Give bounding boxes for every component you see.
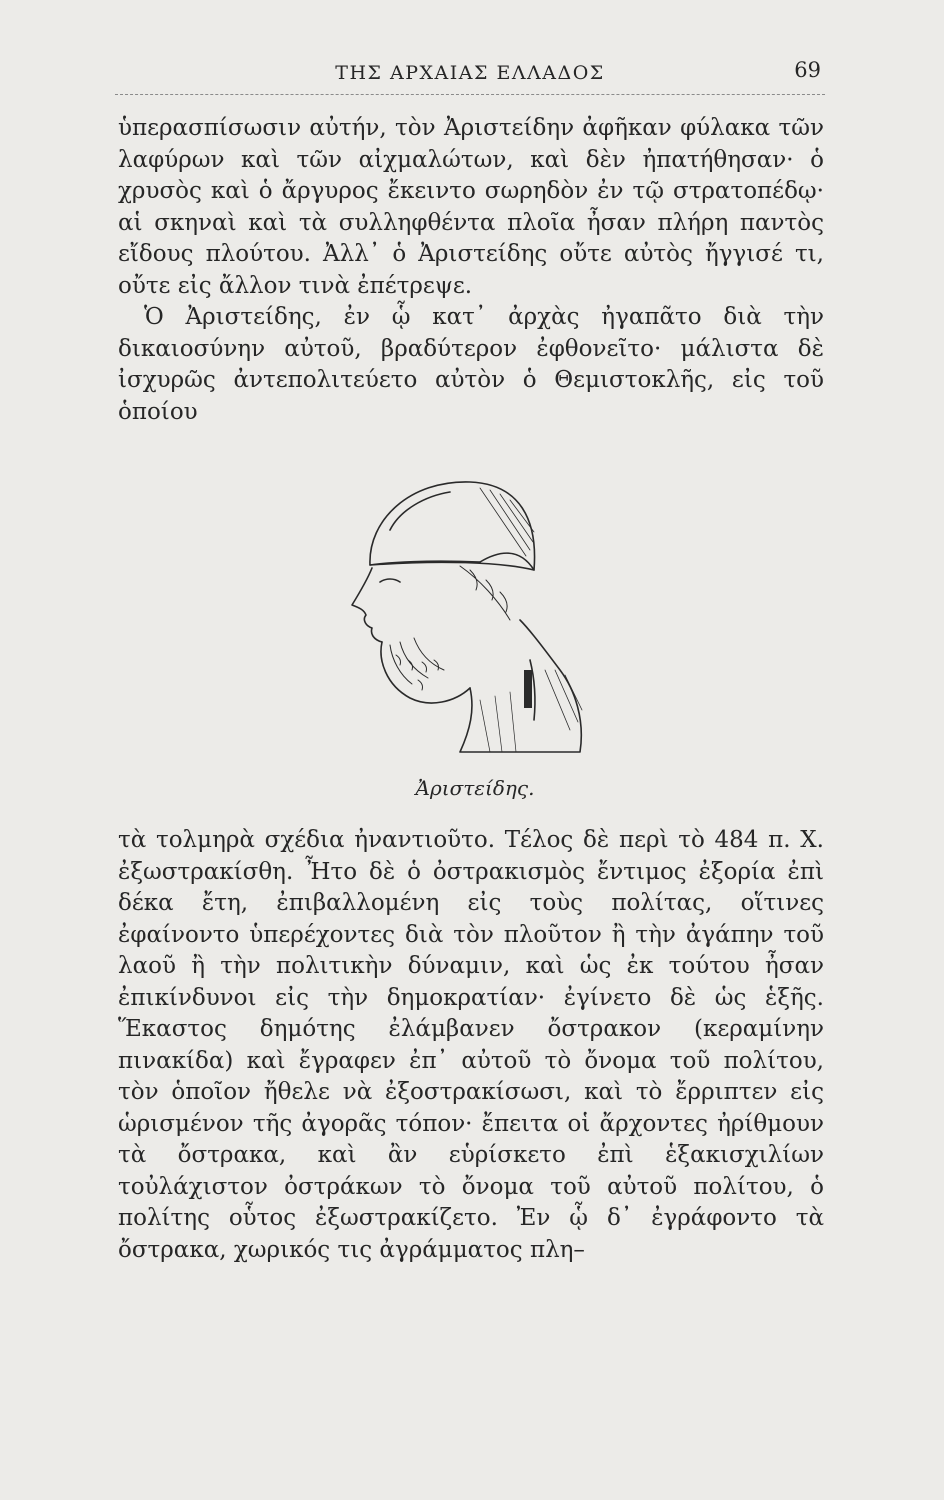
paragraph: ὑπερασπίσωσιν αὐτήν, τὸν Ἀριστείδην ἀφῆκαν φύλακα τῶν λαφύρων καὶ τῶν αἰχμαλώτων, καὶ δὲν ἠπατήθησαν· ὁ χρυσὸς καὶ ὁ ἄργυρος ἔκειντο σωρηδὸν ἐν τῷ στρατοπέδῳ· αἱ σκηναὶ καὶ τὰ συλληφθέντα πλοῖα ἦσαν πλήρη παντὸς εἴδους πλούτου. Ἀλλ᾽ ὁ Ἀριστείδης οὔτε αὐτὸς ἤγγισέ τι, οὔτε εἰς ἄλλον τινὰ ἐπέτρεψε. — [118, 115, 824, 299]
page-number: 69 — [794, 58, 821, 82]
illustration-caption: Ἀριστείδης. — [415, 776, 535, 800]
page-header — [115, 60, 825, 95]
paragraph: τὰ τολμηρὰ σχέδια ἠναντιοῦτο. Τέλος δὲ περὶ τὸ 484 π. Χ. ἐξωστρακίσθη. Ἦτο δὲ ὁ ὀστρακισμὸς ἔντιμος ἐξορία ἐπὶ δέκα ἔτη, ἐπιβαλλομένη εἰς τοὺς πολίτας, οἵτινες ἐφαίνοντο ὑπερέχοντες διὰ τὸν πλοῦτον ἢ τὴν ἀγάπην τοῦ λαοῦ ἢ τὴν πολιτικὴν δύναμιν, καὶ ὡς ἐκ τούτου ἦσαν ἐπικίνδυνοι εἰς τὴν δημοκρατίαν· ἐγίνετο δὲ ὡς ἑξῆς. Ἕκαστος δημότης ἐλάμβανεν ὄστρακον (κεραμίνην πινακίδα) καὶ ἔγραφεν ἐπ᾽ αὐτοῦ τὸ ὄνομα τοῦ πολίτου, τὸν ὁποῖον ἤθελε νὰ ἐξοστρακίσωσι, καὶ τὸ ἔρριπτεν εἰς ὡρισμένον τῆς ἀγορᾶς τόπον· ἔπειτα οἱ ἄρχοντες ἠρίθμουν τὰ ὄστρακα, καὶ ἂν εὑρίσκετο ἐπὶ ἑξακισχιλίων τοὐλάχιστον ὀστράκων τὸ ὄνομα τοῦ αὐτοῦ πολίτου, ὁ πολίτης οὗτος ἐξωστρακίζετο. Ἐν ᾧ δ᾽ ἐγράφοντο τὰ ὄστρακα, χωρικός τις ἀγράμματος πλη– — [118, 827, 824, 1263]
body-text-bottom — [118, 825, 824, 1266]
running-title: ΤΗΣ ΑΡΧΑΙΑΣ ΕΛΛΑΔΟΣ — [335, 62, 605, 84]
aristides-bust-engraving — [330, 470, 630, 770]
body-text-top — [118, 113, 824, 428]
paragraph: Ὁ Ἀριστείδης, ἐν ᾧ κατ᾽ ἀρχὰς ἠγαπᾶτο διὰ τὴν δικαιοσύνην αὐτοῦ, βραδύτερον ἐφθονεῖτο· μάλιστα δὲ ἰσχυρῶς ἀντεπολιτεύετο αὐτὸν ὁ Θεμιστοκλῆς, εἰς τοῦ ὁποίου — [118, 304, 824, 425]
